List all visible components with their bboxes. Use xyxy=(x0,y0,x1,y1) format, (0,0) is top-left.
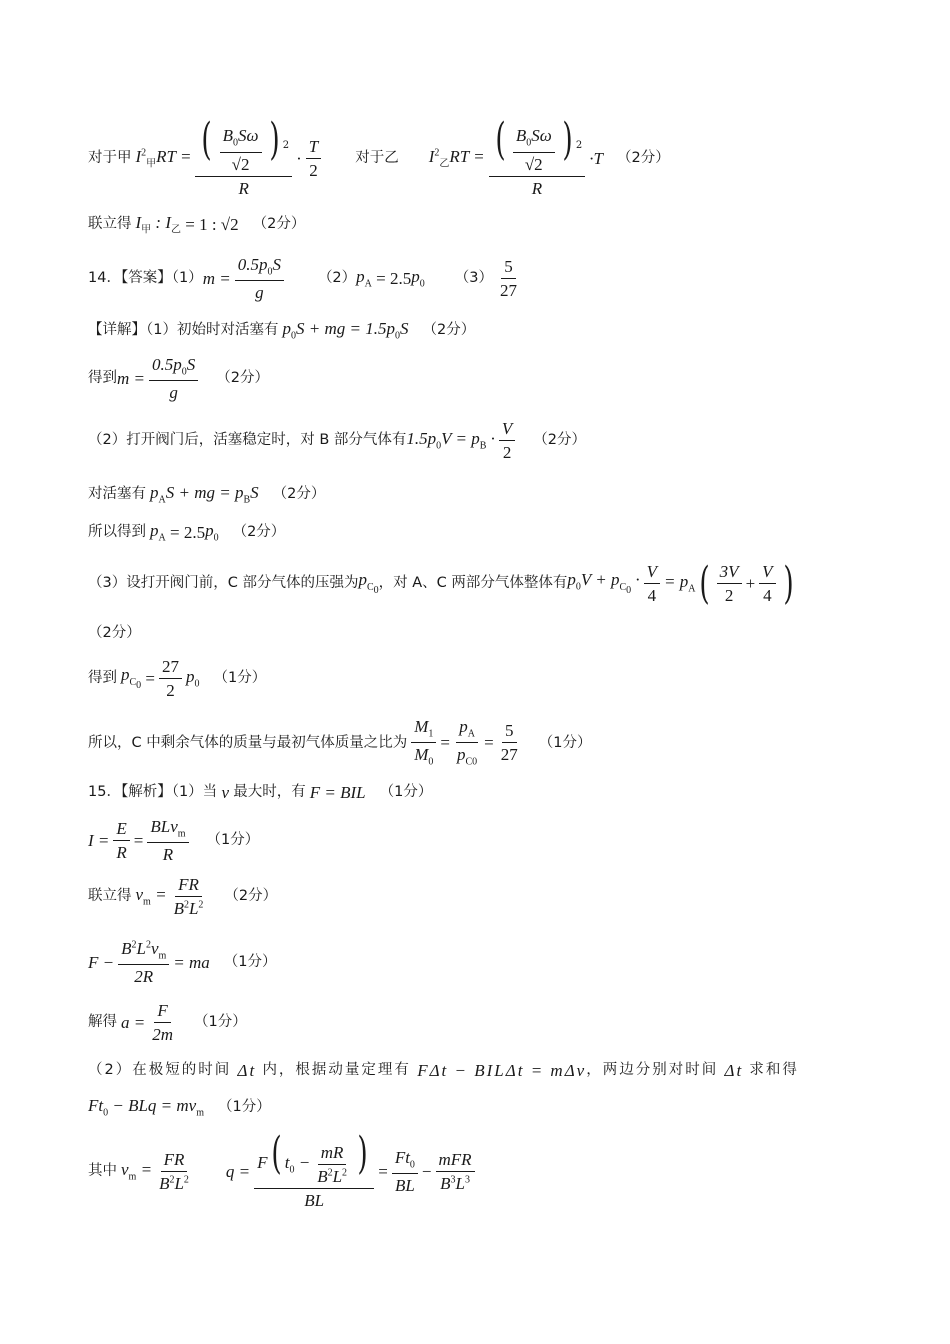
detail-line-7 xyxy=(88,626,141,641)
eq-line-2: 联立得 $I_甲$ : $I_乙$ = 1 : √2 （2分） xyxy=(88,213,306,236)
eq-line-1: 对于甲 $I^2_甲RT$ = ( $\frac{B_0S\omega}{√2}$ ) $^2$ R · $\frac{T}{2}$ 对于乙 $I^2_乙RT$ = ( $\frac{B_0S\omega}{√2}$ ) $^2$ R ·T （2分） xyxy=(88,114,670,198)
analysis-line-3: 联立得 $v_m$ = $\frac{FR}{B^2L^2}$ （2分） xyxy=(88,875,278,918)
points-label: （1分） xyxy=(538,734,592,751)
detail-line-3: （2）打开阀门后，活塞稳定时，对 B 部分气体有 $1.5p_0V = p_B$ · $\frac{V}{2}$ （2分） xyxy=(88,419,586,462)
detail-line-4: 对活塞有 $p_AS$ + mg = $p_BS$ （2分） xyxy=(88,483,326,506)
detail-line-6: （3）设打开阀门前，C 部分气体的压强为 $p_{C_0}$ ，对 A、C 两部分气体整体有 $p_0V + p_{C_0}$ · $\frac{V}{4}$ = $p_A$ ( $\frac{3V}{2}$ + $\frac{V}{4}$ ) xyxy=(88,557,794,609)
points-label: （2分） xyxy=(88,625,141,641)
points-label: （1分） xyxy=(194,1014,247,1031)
detail-line-5: 所以得到 $p_A$ = 2.5 $p_0$ （2分） xyxy=(88,521,286,544)
points-label: （2分） xyxy=(232,524,286,541)
analysis-line-8: 其中 $v_m$ = $\frac{FR}{B^2L^2}$ q = F( $t_0$ − $\frac{mR}{B^2L^2}$ ) BL = $\frac{Ft_0}{BL}$ − $\frac{\text{mFR}}{B^3L^3}$ xyxy=(88,1134,479,1209)
points-label: （1分） xyxy=(218,1099,271,1116)
analysis-line-4: F − $\frac{B^2L^2v_m}{2R}$ = ma （1分） xyxy=(88,939,277,987)
detail-line-9: 所以，C 中剩余气体的质量与最初气体质量之比为 $\frac{M_1}{M_0}$ = $\frac{p_A}{p_{C0}}$ = $\frac{5}{27}$ （1分） xyxy=(88,717,592,768)
points-label: （1分） xyxy=(379,784,433,801)
points-label: （2分） xyxy=(272,486,326,503)
points-label: （1分） xyxy=(213,670,267,687)
analysis-line-2: I = $\frac{E}{R}$ = $\frac{BLv_m}{R}$ （1分） xyxy=(88,817,260,865)
analysis-line-5: 解得 a = $\frac{F}{2m}$ （1分） xyxy=(88,1001,247,1044)
detail-line-2: 得到 m = $\frac{0.5p_0S}{g}$ （2分） xyxy=(88,355,269,403)
points-label: （1分） xyxy=(223,954,277,971)
analysis-line-6: （2）在极短的时间 Δt 内，根据动量定理有 FΔt − BILΔt = mΔv ，两边分别对时间 Δt 求和得 xyxy=(88,1061,799,1080)
analysis-line-1: 15．【解析】（1）当 v 最大时，有 F = BIL （1分） xyxy=(88,783,433,802)
detail-line-1: 【详解】（1）初始时对活塞有 $p_0S$ + mg = $1.5p_0S$ （2分） xyxy=(88,319,476,342)
points-label: （2分） xyxy=(252,216,306,233)
points-label: （2分） xyxy=(422,322,476,339)
points-label: （2分） xyxy=(216,370,269,387)
answer-line-14: 14．【答案】（1） m = $\frac{0.5p_0S}{g}$ （2） $p_A$ = 2.5 $p_0$ （3） $\frac{5}{27}$ xyxy=(88,255,517,303)
detail-line-8: 得到 $p_{C_0}$ = $\frac{27}{2}$ $p_0$ （1分） xyxy=(88,657,267,700)
points-label: （2分） xyxy=(224,888,278,905)
analysis-line-7: $Ft_0$ − BLq = $mv_m$ （1分） xyxy=(88,1096,271,1119)
points-label: （2分） xyxy=(616,150,670,167)
points-label: （2分） xyxy=(533,432,586,449)
points-label: （1分） xyxy=(206,832,260,849)
